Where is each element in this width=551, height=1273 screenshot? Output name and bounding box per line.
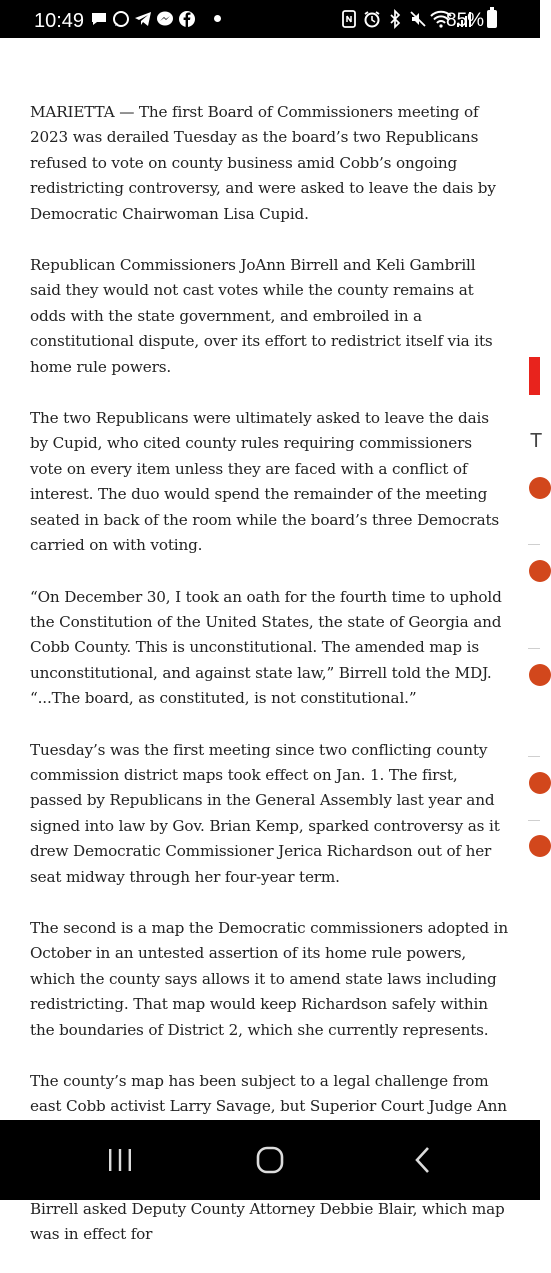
sidebar-rank-badge[interactable] bbox=[529, 835, 551, 857]
home-icon bbox=[254, 1144, 286, 1176]
sidebar-rank-badge[interactable] bbox=[529, 477, 551, 499]
recent-apps-button[interactable] bbox=[90, 1142, 150, 1178]
sidebar-divider bbox=[528, 544, 540, 545]
sidebar-divider bbox=[528, 756, 540, 757]
whatsapp-icon bbox=[112, 10, 130, 28]
back-button[interactable] bbox=[393, 1142, 453, 1178]
status-time: 10:49 bbox=[34, 10, 85, 32]
battery-icon bbox=[487, 10, 497, 28]
back-chevron-icon bbox=[413, 1145, 433, 1175]
sidebar-divider bbox=[528, 820, 540, 821]
sidebar-heading-letter: T bbox=[530, 430, 543, 452]
article-paragraph: Tuesday’s was the first meeting since two conflicting county commission district maps took effect on Jan. 1. The first, passed by Republicans in the General Assembly last year and signed into law by Gov. Brian Kemp, sparked controversy as it drew Democratic Commissioner Jerica Richardson out of her seat midway through her four-year term. bbox=[30, 740, 500, 886]
home-button[interactable] bbox=[240, 1142, 300, 1178]
article-body bbox=[30, 100, 508, 1273]
battery-percent: 85% bbox=[446, 10, 485, 31]
notification-icons bbox=[90, 10, 196, 28]
alarm-icon bbox=[363, 10, 381, 28]
article-paragraph: “On December 30, I took an oath for the fourth time to uphold the Constitution of the United States, the state of Georgia and Cobb County. This is unconstitutional. The amended map is unconstitutional, and against state law,” Birrell told the MDJ. “...The board, as constituted, is not constitutional.” bbox=[30, 587, 502, 708]
article-paragraph: The second is a map the Democratic commissioners adopted in October in an untested assertion of its home rule powers, which the county says allows it to amend state laws including redistricting. That map would keep Richardson safely within the boundaries of District 2, which she currently represents. bbox=[30, 918, 509, 1039]
facebook-icon bbox=[178, 10, 196, 28]
more-notifications-dot-icon bbox=[214, 15, 221, 22]
nfc-icon bbox=[340, 10, 358, 28]
sidebar-rank-badge[interactable] bbox=[529, 560, 551, 582]
sidebar-rank-badge[interactable] bbox=[529, 772, 551, 794]
bluetooth-icon bbox=[386, 10, 404, 28]
article-paragraph: MARIETTA — The first Board of Commissioners meeting of 2023 was derailed Tuesday as the board’s two Republicans refused to vote on county business amid Cobb’s ongoing redistricting controversy, and were asked to leave the dais by Democratic Chairwoman Lisa Cupid. bbox=[30, 103, 496, 223]
messenger-icon bbox=[156, 10, 174, 28]
mute-icon bbox=[409, 10, 427, 28]
status-bar bbox=[0, 0, 540, 38]
telegram-icon bbox=[134, 10, 152, 28]
sidebar-accent-bar[interactable] bbox=[529, 357, 540, 395]
article-paragraph: Birrell asked Deputy County Attorney Debbie Blair, which map was in effect for bbox=[30, 1199, 505, 1244]
article-paragraph: Republican Commissioners JoAnn Birrell and Keli Gambrill said they would not cast votes while the county remains at odds with the state government, and embroiled in a constitutional dispute, over its effort to redistrict itself via its home rule powers. bbox=[30, 256, 493, 376]
recent-apps-icon bbox=[106, 1147, 134, 1173]
navigation-bar bbox=[0, 1120, 540, 1200]
sidebar-rank-badge[interactable] bbox=[529, 664, 551, 686]
sidebar-divider bbox=[528, 648, 540, 649]
article-paragraph: The two Republicans were ultimately asked to leave the dais by Cupid, who cited county rules requiring commissioners vote on every item unless they are faced with a conflict of interest. The duo would spend the remainder of the meeting seated in back of the room while the board’s three Democrats carried on with voting. bbox=[30, 409, 500, 555]
chat-bubble-icon bbox=[90, 10, 108, 28]
article-paragraph: The county’s map has been subject to a legal challenge from east Cobb activist Larry Savage, but Superior Court Judge Ann bbox=[30, 1072, 507, 1116]
